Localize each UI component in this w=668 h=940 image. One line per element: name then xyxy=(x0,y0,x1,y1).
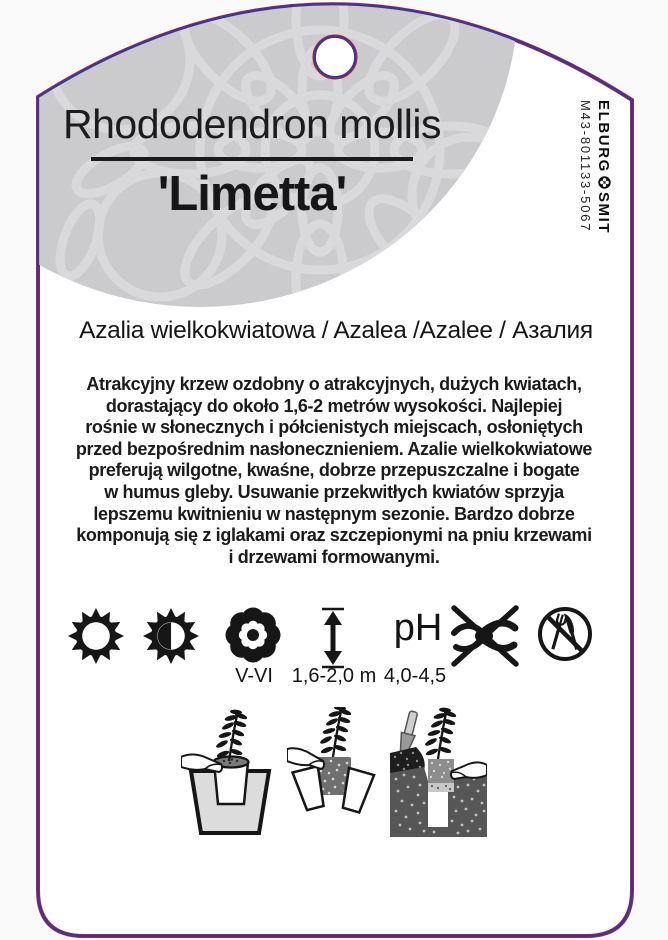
cultivar-name: 'Limetta' xyxy=(157,167,347,221)
description-line: lepszemu kwitnieniu w następnym sezonie. Bardzo dobrze xyxy=(93,503,575,524)
remove-pot-pictogram xyxy=(287,707,382,837)
title-block xyxy=(38,100,466,220)
description-line: Atrakcyjny krzew ozdobny o atrakcyjnych, dużych kwiatach, xyxy=(86,374,582,394)
bloom-months-label: V-VI xyxy=(235,665,273,687)
no-pruning-shears-icon xyxy=(447,603,523,669)
common-names: Azalia wielkokwiatowa / Azalea /Azalee / Азалия xyxy=(79,317,593,344)
description-line: preferują wilgotne, kwaśne, dobrze przepuszczalne i bogate xyxy=(88,460,580,481)
hanging-hole-ring xyxy=(315,37,355,77)
full-sun-icon xyxy=(68,608,124,664)
plant-sprig xyxy=(215,709,248,761)
description-line: komponują się z iglakami oraz szczepionymi na pniu krzewami xyxy=(76,525,592,546)
height-arrow-icon xyxy=(318,606,348,670)
description-line: rośnie w słonecznych i półcienistych miejscach, osłoniętych xyxy=(85,417,583,438)
brand-logo-dot xyxy=(598,176,611,189)
plant-sprig xyxy=(424,707,457,759)
brand-name-right: SMIT xyxy=(595,191,612,235)
hand xyxy=(451,762,487,779)
brand-name-left: ELBURG xyxy=(595,100,612,173)
producer-info xyxy=(577,100,612,234)
article-code: M43-801133-5067 xyxy=(578,100,593,233)
flower-icon xyxy=(224,606,282,664)
ph-range-label: 4,0-4,5 xyxy=(383,665,447,687)
plant-in-soil-pictogram xyxy=(390,707,487,837)
description-line: przed bezpośrednim nasłonecznieniem. Azalie wielkokwiatowe xyxy=(75,438,593,459)
description-line: w humus gleby. Usuwanie przekwitłych kwiatów sprzyja xyxy=(104,481,564,502)
partial-shade-icon xyxy=(143,608,199,664)
soak-rootball-pictogram xyxy=(181,707,276,837)
ph-symbol: pH xyxy=(393,607,443,649)
description-line: i drzewami formowanymi. xyxy=(228,546,440,567)
plant-genus-title: Rhododendron mollis xyxy=(63,101,441,147)
brand-name xyxy=(594,100,612,234)
hand xyxy=(181,754,222,772)
description-line: dorastający do około 1,6-2 metrów wysokości. Najlepiej xyxy=(105,395,563,416)
not-edible-icon xyxy=(536,605,594,663)
plant-sprig xyxy=(319,707,352,757)
plant-description xyxy=(0,374,668,568)
hand xyxy=(287,748,324,769)
height-range-label: 1,6-2,0 m xyxy=(291,665,377,687)
title-divider xyxy=(91,157,413,161)
